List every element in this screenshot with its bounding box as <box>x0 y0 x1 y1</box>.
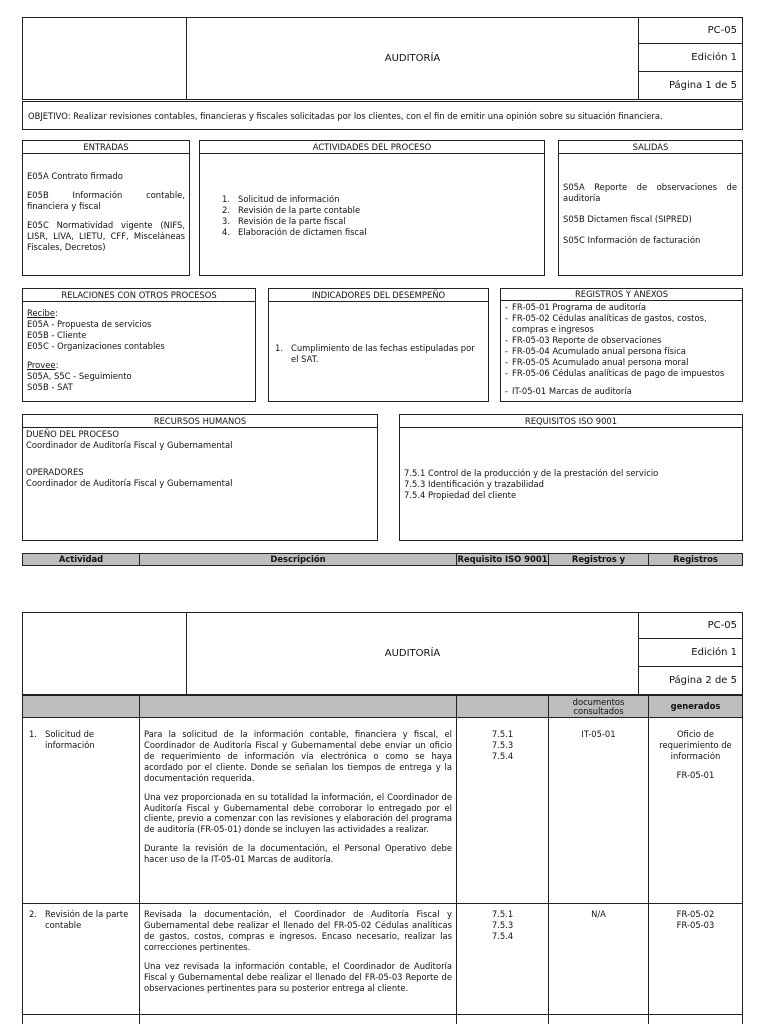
registro-item: - FR-05-05 Acumulado anual persona moral <box>505 356 689 367</box>
salidas-title: SALIDAS <box>559 141 742 154</box>
requisitos-title: REQUISITOS ISO 9001 <box>400 415 742 428</box>
recibe-label: Recibe <box>27 308 55 318</box>
requisito-item: 7.5.1 Control de la producción y de la prestación del servicio <box>404 468 659 478</box>
registros-box <box>500 288 743 402</box>
objective-text: OBJETIVO: Realizar revisiones contables, financieras y fiscales solicitadas por los clientes, con el fin de emitir una opinión sobre su situación financiera. <box>28 111 663 121</box>
th-registros-y: Registros y <box>571 554 626 565</box>
objective-box <box>22 101 743 130</box>
th-registros: Registros <box>673 554 718 565</box>
entrada-item: E05B Información contable, financiera y fiscal <box>27 189 185 211</box>
row-gen: FR-05-02 <box>676 909 715 919</box>
registro-item: - FR-05-03 Reporte de observaciones <box>505 334 662 345</box>
indicadores-box: INDICADORES DEL DESEMPEÑO 1. Cumplimiento de las fechas estipuladas por el SAT. <box>268 288 489 402</box>
row-gen: Oficio de requerimiento de información <box>659 729 732 761</box>
registro-item: - FR-05-02 Cédulas analíticas de gastos, costos, compras e ingresos <box>505 312 707 334</box>
th-actividad: Actividad <box>58 554 104 565</box>
provee-label: Provee <box>27 359 56 370</box>
entrada-item: E05A Contrato firmado <box>27 171 123 181</box>
row-activity: Revisión de la parte contable <box>45 909 129 930</box>
th-requisito: Requisito ISO 9001 <box>457 554 548 565</box>
row-desc: Revisada la documentación, el Coordinador de Auditoría Fiscal y Gubernamental debe realizar el llenado del FR-05-02 Cédulas analíticas de gastos, costos, compras e ingresos. Encaso necesario, realizar las correcciones pertinentes. <box>144 909 452 952</box>
doc-page: Página 2 de 5 <box>668 675 737 686</box>
registro-item: - FR-05-06 Cédulas analíticas de pago de impuestos <box>505 367 725 378</box>
owner-label: DUEÑO DEL PROCESO <box>26 429 119 439</box>
registro-item: - IT-05-01 Marcas de auditoría <box>505 386 632 397</box>
requisitos-box <box>399 414 743 541</box>
actividad-item: 4. Elaboración de dictamen fiscal <box>222 226 367 237</box>
doc-code: PC-05 <box>707 620 737 631</box>
actividad-item: 3. Revisión de la parte fiscal <box>222 215 346 226</box>
row-gen: FR-05-03 <box>676 919 715 930</box>
relaciones-title: RELACIONES CON OTROS PROCESOS <box>23 289 255 302</box>
salidas-box <box>558 140 743 276</box>
row-desc: Una vez revisada la información contable, el Coordinador de Auditoría Fiscal y Gubernamental debe realizar el llenado del FR-05-03 Reporte de observaciones pertinentes para su posterior entrega al cliente. <box>144 960 452 993</box>
actividad-item: 2. Revisión de la parte contable <box>222 204 361 215</box>
row-req: 7.5.3 <box>491 919 514 930</box>
entradas-box <box>22 140 190 276</box>
row-gen: FR-05-01 <box>676 769 715 780</box>
row-desc: Una vez proporcionada en su totalidad la información, el Coordinador de Auditoría Fiscal y Gubernamental debe corroborar lo entregado por el cliente, previo a comenzar con las revisiones y elaboración del programa de auditoría (FR-05-01) donde se incluyen las actividades a realizar. <box>144 791 452 835</box>
row-desc: Durante la revisión de la documentación, el Personal Operativo debe hacer uso de la IT-05-01 Marcas de auditoría. <box>144 843 452 865</box>
doc-page: Página 1 de 5 <box>668 80 737 91</box>
table-row: 2. Revisión de la parte contable Revisada la documentación, el Coordinador de Auditoría Fiscal y Gubernamental debe realizar el llenado del FR-05-02 Cédulas analíticas de gastos, costos, compras e ingresos. Encaso necesario, realizar las correcciones pertinentes. Una vez revisada la información contable, el Coordinador de Auditoría Fiscal y Gubernamental debe realizar el llenado del FR-05-03 Reporte de observaciones pertinentes para su posterior entrega al cliente. 7.5.1 7.5.3 7.5.4 N/A FR-05-02 FR-05-03 <box>23 904 742 1014</box>
registros-title: REGISTROS Y ANEXOS <box>501 289 742 301</box>
row-activity: Solicitud de información <box>45 729 95 750</box>
relacion-item: E05C - Organizaciones contables <box>27 340 165 351</box>
relacion-item: S05B - SAT <box>27 381 73 392</box>
indicadores-title: INDICADORES DEL DESEMPEÑO <box>269 289 488 302</box>
row-desc: Para la solicitud de la información contable, financiera y fiscal, el Coordinador de Auditoría Fiscal y Gubernamental debe enviar un oficio de requerimiento de información vía electrónica o como se haya acordado por el cliente. Donde se señalan los tiempos de entrega y la documentación requerida. <box>144 729 452 783</box>
row-req: 7.5.1 <box>491 729 514 739</box>
row-req: 7.5.1 <box>491 909 514 919</box>
relacion-item: E05A - Propuesta de servicios <box>27 318 152 329</box>
operators-label: OPERADORES <box>26 466 84 477</box>
owner-value: Coordinador de Auditoría Fiscal y Gubernamental <box>26 439 233 450</box>
header-box <box>22 17 743 100</box>
doc-edition: Edición 1 <box>691 52 737 63</box>
row-req: 7.5.3 <box>491 739 514 750</box>
row-req: 7.5.4 <box>491 750 514 761</box>
th-generados: generados <box>670 701 721 712</box>
salida-item: S05C Información de facturación <box>563 234 701 245</box>
relaciones-box: RELACIONES CON OTROS PROCESOS Recibe: E05A - Propuesta de servicios E05B - Cliente E05C - Organizaciones contables Provee: S05A, S5C - Seguimiento S05B - SAT <box>22 288 256 402</box>
doc-code: PC-05 <box>707 25 737 36</box>
relacion-item: S05A, S5C - Seguimiento <box>27 370 132 381</box>
th-descripcion: Descripción <box>270 554 326 565</box>
doc-title: AUDITORÍA <box>384 53 441 64</box>
actividad-item: 1. Solicitud de información <box>222 194 340 204</box>
recursos-title: RECURSOS HUMANOS <box>23 415 377 428</box>
header-box <box>22 612 743 695</box>
entrada-item: E05C Normatividad vigente (NIFS, LISR, LIVA, LIETU, CFF, Misceláneas Fiscales, Decretos) <box>27 219 185 252</box>
salida-item: S05B Dictamen fiscal (SIPRED) <box>563 213 692 224</box>
requisito-item: 7.5.4 Propiedad del cliente <box>404 489 517 500</box>
actividades-box <box>199 140 545 276</box>
registro-item: - FR-05-01 Programa de auditoría <box>505 302 647 312</box>
row-req: 7.5.4 <box>491 930 514 941</box>
activities-table <box>22 695 743 1024</box>
table-row: 1. Solicitud de información Para la solicitud de la información contable, financiera y fiscal, el Coordinador de Auditoría Fiscal y Gubernamental debe enviar un oficio de requerimiento de información vía electrónica o como se haya acordado por el cliente. Donde se señalan los tiempos de entrega y la documentación requerida. Una vez proporcionada en su totalidad la información, el Coordinador de Auditoría Fiscal y Gubernamental debe corroborar lo entregado por el cliente, previo a comenzar con las revisiones y elaboración del programa de auditoría (FR-05-01) donde se incluyen las actividades a realizar. Durante la revisión de la documentación, el Personal Operativo debe hacer uso de la IT-05-01 Marcas de auditoría. 7.5.1 7.5.3 7.5.4 IT-05-01 Oficio de requerimiento de información FR-05-01 <box>23 718 742 903</box>
operators-value: Coordinador de Auditoría Fiscal y Gubernamental <box>26 477 233 488</box>
th-docs: documentos consultados <box>572 696 625 716</box>
doc-title: AUDITORÍA <box>384 648 441 659</box>
indicador-text: Cumplimiento de las fechas estipuladas por el SAT. <box>291 343 475 364</box>
salida-item: S05A Reporte de observaciones de auditoría <box>563 182 737 203</box>
row-docs: IT-05-01 <box>581 729 616 739</box>
requisito-item: 7.5.3 Identificación y trazabilidad <box>404 478 544 489</box>
row-docs: N/A <box>591 909 606 919</box>
relacion-item: E05B - Cliente <box>27 329 87 340</box>
entradas-title: ENTRADAS <box>23 141 189 154</box>
registro-item: - FR-05-04 Acumulado anual persona física <box>505 345 686 356</box>
table-header-p1 <box>22 553 743 566</box>
doc-edition: Edición 1 <box>691 647 737 658</box>
actividades-title: ACTIVIDADES DEL PROCESO <box>200 141 544 154</box>
